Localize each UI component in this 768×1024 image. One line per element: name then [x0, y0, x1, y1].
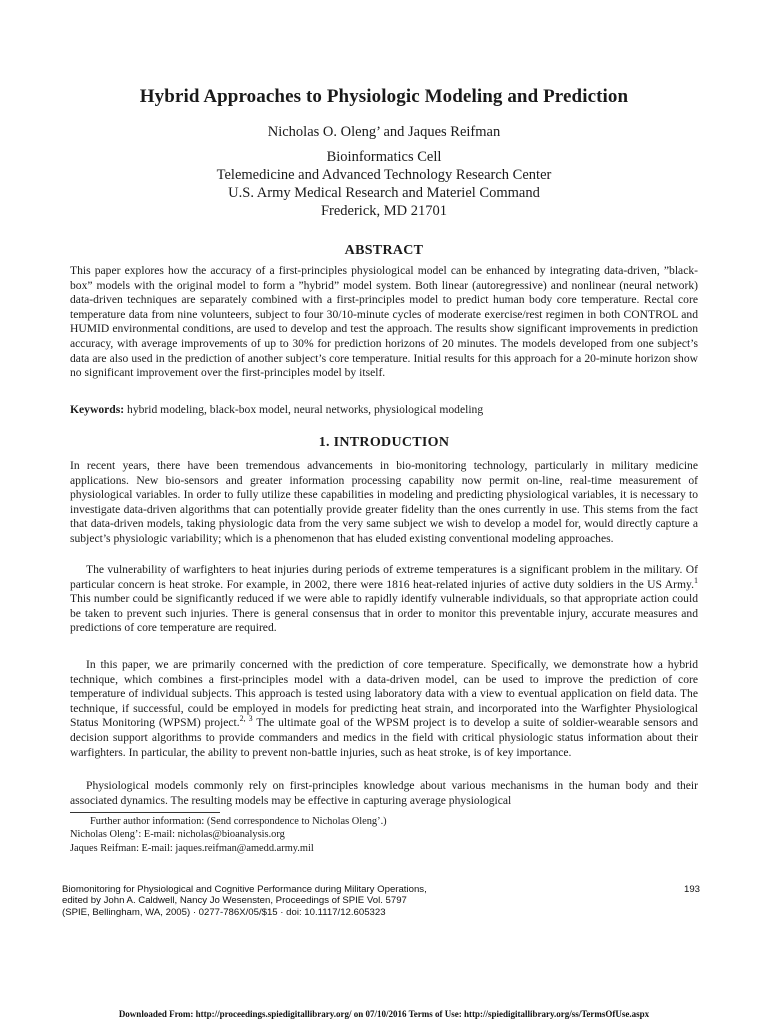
proceedings-line: (SPIE, Bellingham, WA, 2005) · 0277-786X/05/$15 · doi: 10.1117/12.605323 — [62, 906, 386, 918]
paper-title: Hybrid Approaches to Physiologic Modeling and Prediction — [139, 86, 629, 107]
intro-paragraph-2-text-cont: This number could be significantly reduced if we were able to rapidly identify vulnerable individuals, so that appropriate action could be taken to prevent such injuries. There is general consensus that in order to monitor this preventable injury, accurate measures and predictions of core temperature are required. — [70, 592, 698, 635]
keywords-text: hybrid modeling, black-box model, neural networks, physiological modeling — [127, 403, 484, 416]
intro-paragraph-4: Physiological models commonly rely on first-principles knowledge about various mechanisms in the human body and their associated dynamics. The resulting models may be effective in capturing average physiological — [70, 779, 698, 807]
intro-paragraph-2-block — [70, 563, 698, 636]
intro-paragraph-2-text: The vulnerability of warfighters to heat injuries during periods of extreme temperatures is a significant problem in the military. Of particular concern is heat stroke. For example, in 2002, there were 1816 heat-related injuries of active duty soldiers in the US Army. — [70, 563, 698, 591]
abstract-section — [70, 264, 698, 381]
intro-paragraph-1: In recent years, there have been tremendous advancements in bio-monitoring technology, particularly in military medicine applications. New bio-sensors and greater information processing capability now permit on-line, real-time measurement of physiological variables. In order to fully utilize these capabilities in modeling and predicting physiological variables, it is necessary to investigate data-driven algorithms that can potentially provide greater fidelity than the ones currently in use. This stems from the fact that data-driven models, taking physiologic data from the very same subject we wish to develop a model for, would directly capture a subject’s physiologic variability; which is a phenomenon that has eluded existing conventional modeling approaches. — [70, 459, 698, 545]
affiliation-line: Frederick, MD 21701 — [320, 203, 448, 219]
intro-paragraph-3-block — [70, 658, 698, 760]
proceedings-line: Biomonitoring for Physiological and Cognitive Performance during Military Operations, — [62, 884, 427, 895]
intro-paragraph-3 — [70, 658, 698, 760]
keywords-label: Keywords: — [70, 403, 125, 416]
footnote-line: Jaques Reifman: E-mail: jaques.reifman@amedd.army.mil — [70, 842, 314, 854]
intro-paragraph-2 — [70, 563, 698, 636]
affiliation-line: Telemedicine and Advanced Technology Research Center — [216, 167, 552, 183]
intro-paragraph-4-block — [70, 779, 698, 808]
citation-ref: 2, 3 — [239, 714, 253, 724]
page-number: 193 — [683, 884, 700, 895]
proceedings-line: edited by John A. Caldwell, Nancy Jo Wesensten, Proceedings of SPIE Vol. 5797 — [62, 895, 407, 907]
paper-authors: Nicholas O. Oleng’ and Jaques Reifman — [267, 124, 501, 140]
footnote-line: Further author information: (Send correspondence to Nicholas Oleng’.) — [90, 816, 387, 827]
affiliation-block — [0, 148, 768, 220]
proceedings-citation — [62, 884, 622, 918]
affiliation-line: Bioinformatics Cell — [326, 149, 442, 165]
abstract-text: This paper explores how the accuracy of a first-principles physiological model can be enhanced by integrating data-driven, ”black-box” models with the original model to form a ”hybrid” model system. Both linear (autoregressive) and nonlinear (neural network) data-driven techniques are separately combined with a first-principles model to predict human body core temperature. Rectal core temperature data from nine volunteers, subject to four 30/10-minute cycles of moderate exercise/rest regimen in both CONTROL and HUMID environmental conditions, are used to develop and test the approach. The results show significant improvements in prediction accuracy, with average improvements of up to 30% for prediction horizons of 20 minutes. The models developed from one subject’s data are also used in the prediction of another subject’s core temperature. Initial results for this approach for a 20-minute horizon show no significant improvement over the first-principles model by itself. — [70, 264, 698, 380]
footnote-line: Nicholas Oleng’: E-mail: nicholas@bioanalysis.org — [70, 829, 285, 841]
affiliation-line: U.S. Army Medical Research and Materiel Command — [228, 185, 540, 201]
introduction-section — [70, 459, 698, 547]
introduction-heading: 1. INTRODUCTION — [318, 435, 450, 450]
intro-paragraph-3-text: In this paper, we are primarily concerned with the prediction of core temperature. Specifically, we demonstrate how a hybrid technique, which combines a first-principles model with a data-driven model, can be used to improve the prediction of core temperature of individual subjects. This approach is tested using laboratory data with a view to eventual application on field data. The technique, if successful, could be employed in models for predicting heat strain, and incorporated into the Warfighter Physiological Status Monitoring (WPSM) project. — [70, 658, 698, 730]
intro-paragraph-3-text-cont: The ultimate goal of the WPSM project is to develop a suite of soldier-wearable sensors and decision support algorithms to provide commanders and medics in the field with critical physiologic status information about their warfighters. In particular, the ability to prevent non-battle injuries, such as heat stroke, is of key importance. — [70, 716, 698, 759]
citation-ref: 1 — [694, 575, 698, 585]
download-notice: Downloaded From: http://proceedings.spiedigitallibrary.org/ on 07/10/2016 Terms of Use: http://spiedigitallibrary.org/ss/TermsOfUse.aspx — [118, 1009, 650, 1019]
keywords-section — [70, 403, 698, 418]
author-footnote — [70, 815, 690, 855]
abstract-heading: ABSTRACT — [344, 243, 424, 258]
footnote-divider — [70, 812, 220, 813]
